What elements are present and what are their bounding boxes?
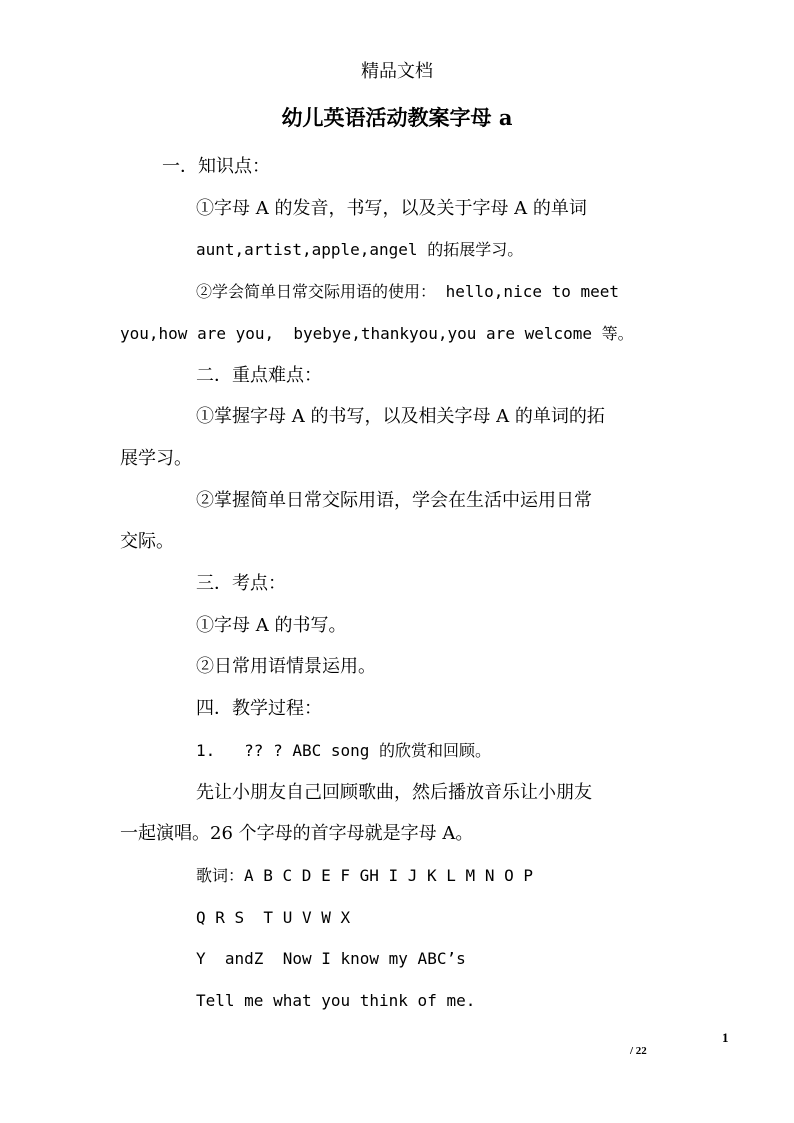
- lyrics-line: 歌词：A B C D E F GH I J K L M N O P: [196, 865, 533, 885]
- page-number: 1: [722, 1030, 729, 1045]
- paragraph-line: 交际。: [120, 531, 174, 553]
- paragraph-line: ①字母 A 的书写。: [196, 614, 347, 636]
- paragraph-line: ②学会简单日常交际用语的使用： hello,nice to meet: [196, 282, 620, 302]
- paragraph-line: you,how are you, byebye,thankyou,you are welcome 等。: [120, 323, 634, 343]
- section-heading-teaching-process: 四．教学过程：: [196, 698, 322, 720]
- document-title: 幼儿英语活动教案字母 a: [281, 105, 513, 130]
- paragraph-line: ①字母 A 的发音，书写，以及关于字母 A 的单词: [196, 197, 587, 219]
- section-heading-knowledge: 一．知识点：: [162, 156, 270, 177]
- paragraph-line: aunt,artist,apple,angel 的拓展学习。: [196, 240, 524, 260]
- lyrics-line: Y andZ Now I know my ABC’s: [196, 949, 466, 969]
- paragraph-line: 1. ?? ? ABC song 的欣赏和回顾。: [196, 740, 492, 760]
- lyrics-line: Tell me what you think of me.: [196, 991, 476, 1011]
- page-total: / 22: [630, 1045, 647, 1057]
- document-body: [120, 146, 720, 1022]
- section-heading-exam-points: 三．考点：: [196, 573, 286, 595]
- lyrics-line: Q R S T U V W X: [196, 907, 351, 927]
- paragraph-line: ①掌握字母 A 的书写，以及相关字母 A 的单词的拓: [196, 406, 605, 428]
- section-heading-key-points: 二．重点难点：: [196, 364, 322, 386]
- paragraph-line: 一起演唱。26 个字母的首字母就是字母 A。: [120, 823, 474, 845]
- paragraph-line: ②日常用语情景运用。: [196, 656, 376, 678]
- page-header: 精品文档: [361, 61, 433, 82]
- paragraph-line: 展学习。: [120, 447, 192, 469]
- paragraph-line: 先让小朋友自己回顾歌曲，然后播放音乐让小朋友: [196, 781, 592, 803]
- paragraph-line: ②掌握简单日常交际用语，学会在生活中运用日常: [196, 489, 592, 511]
